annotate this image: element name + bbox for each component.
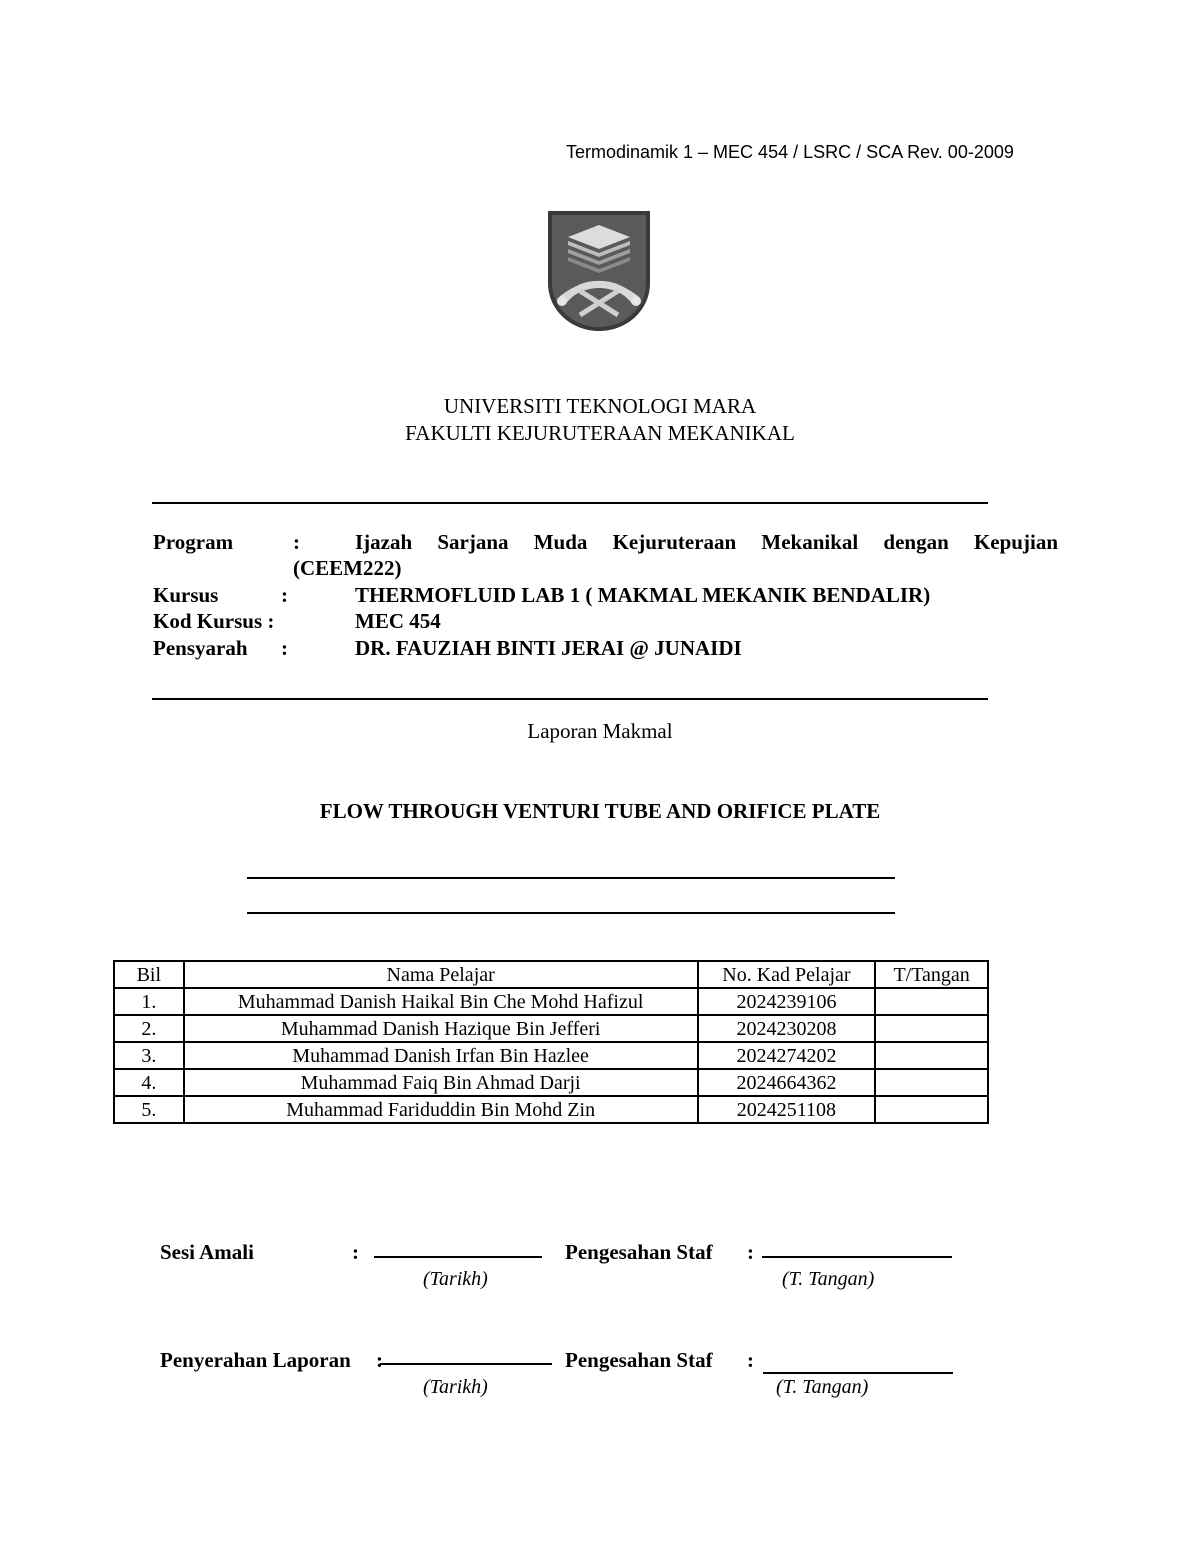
- cell-sign: [875, 988, 988, 1015]
- document-reference: Termodinamik 1 – MEC 454 / LSRC / SCA Rev. 00-2009: [566, 142, 1014, 162]
- cell-sign: [875, 1015, 988, 1042]
- cell-sign: [875, 1042, 988, 1069]
- t-tangan-caption: (T. Tangan): [782, 1268, 875, 1290]
- program-value: Ijazah Sarjana Muda Kejuruteraan Mekanikal dengan Kepujian: [355, 530, 1058, 554]
- table-row: [114, 988, 988, 1015]
- sesi-amali-label: Sesi Amali: [160, 1240, 254, 1264]
- table-row: [114, 1015, 988, 1042]
- t-tangan-caption-2: (T. Tangan): [776, 1376, 869, 1398]
- penyerahan-date-line: [380, 1363, 552, 1365]
- column-header-tangan: T/Tangan: [875, 961, 988, 988]
- pengesahan-staf-colon-2: :: [747, 1348, 754, 1372]
- program-value-cont: (CEEM222): [293, 556, 402, 580]
- course-info: [153, 529, 1058, 661]
- pensyarah-value: DR. FAUZIAH BINTI JERAI @ JUNAIDI: [355, 636, 742, 660]
- cell-bil: 3.: [114, 1042, 184, 1069]
- kursus-value: THERMOFLUID LAB 1 ( MAKMAL MEKANIK BENDALIR): [355, 583, 931, 607]
- cell-id: 2024251108: [698, 1096, 876, 1123]
- kod-kursus-label: Kod Kursus :: [153, 609, 275, 633]
- cell-id: 2024239106: [698, 988, 876, 1015]
- column-header-nama: Nama Pelajar: [184, 961, 698, 988]
- cell-id: 2024230208: [698, 1015, 876, 1042]
- faculty-name: FAKULTI KEJURUTERAAN MEKANIKAL: [405, 421, 795, 445]
- table-row: [114, 1096, 988, 1123]
- blank-line: [247, 877, 895, 879]
- cell-sign: [875, 1096, 988, 1123]
- tarikh-caption: (Tarikh): [423, 1268, 488, 1290]
- kod-kursus-value: MEC 454: [355, 609, 441, 633]
- university-name: UNIVERSITI TEKNOLOGI MARA: [443, 394, 757, 418]
- table-row: [114, 1042, 988, 1069]
- cell-bil: 4.: [114, 1069, 184, 1096]
- cell-name: Muhammad Fariduddin Bin Mohd Zin: [184, 1096, 698, 1123]
- cell-name: Muhammad Danish Irfan Bin Hazlee: [184, 1042, 698, 1069]
- sesi-amali-date-line: [374, 1256, 542, 1258]
- cell-name: Muhammad Faiq Bin Ahmad Darji: [184, 1069, 698, 1096]
- tarikh-caption-2: (Tarikh): [423, 1376, 488, 1398]
- penyerahan-laporan-colon: :: [376, 1348, 383, 1372]
- pengesahan-staf-label: Pengesahan Staf: [565, 1240, 713, 1264]
- divider: [152, 502, 988, 504]
- cell-bil: 5.: [114, 1096, 184, 1123]
- sesi-amali-colon: :: [352, 1240, 359, 1264]
- table-row: [114, 1069, 988, 1096]
- cell-name: Muhammad Danish Haikal Bin Che Mohd Hafizul: [184, 988, 698, 1015]
- cell-id: 2024664362: [698, 1069, 876, 1096]
- program-label: Program: [153, 530, 234, 554]
- cell-sign: [875, 1069, 988, 1096]
- kursus-label: Kursus: [153, 583, 219, 607]
- pengesahan-staf-sign-line: [762, 1256, 952, 1258]
- cell-id: 2024274202: [698, 1042, 876, 1069]
- report-title: FLOW THROUGH VENTURI TUBE AND ORIFICE PLATE: [319, 799, 881, 823]
- divider: [152, 698, 988, 700]
- program-colon: :: [293, 530, 300, 554]
- pengesahan-staf-colon: :: [747, 1240, 754, 1264]
- cell-bil: 1.: [114, 988, 184, 1015]
- kursus-colon: :: [281, 583, 288, 607]
- report-type: Laporan Makmal: [527, 719, 673, 743]
- pensyarah-label: Pensyarah: [153, 636, 248, 660]
- cell-bil: 2.: [114, 1015, 184, 1042]
- penyerahan-laporan-label: Penyerahan Laporan: [160, 1348, 351, 1372]
- table-header-row: [114, 961, 988, 988]
- cell-name: Muhammad Danish Hazique Bin Jefferi: [184, 1015, 698, 1042]
- uitm-crest-icon: [548, 211, 650, 331]
- students-table: [113, 960, 989, 1124]
- pensyarah-colon: :: [281, 636, 288, 660]
- pengesahan-staf-sign-line-2: [763, 1372, 953, 1374]
- blank-line: [247, 912, 895, 914]
- column-header-kad: No. Kad Pelajar: [698, 961, 876, 988]
- column-header-bil: Bil: [114, 961, 184, 988]
- pengesahan-staf-label-2: Pengesahan Staf: [565, 1348, 713, 1372]
